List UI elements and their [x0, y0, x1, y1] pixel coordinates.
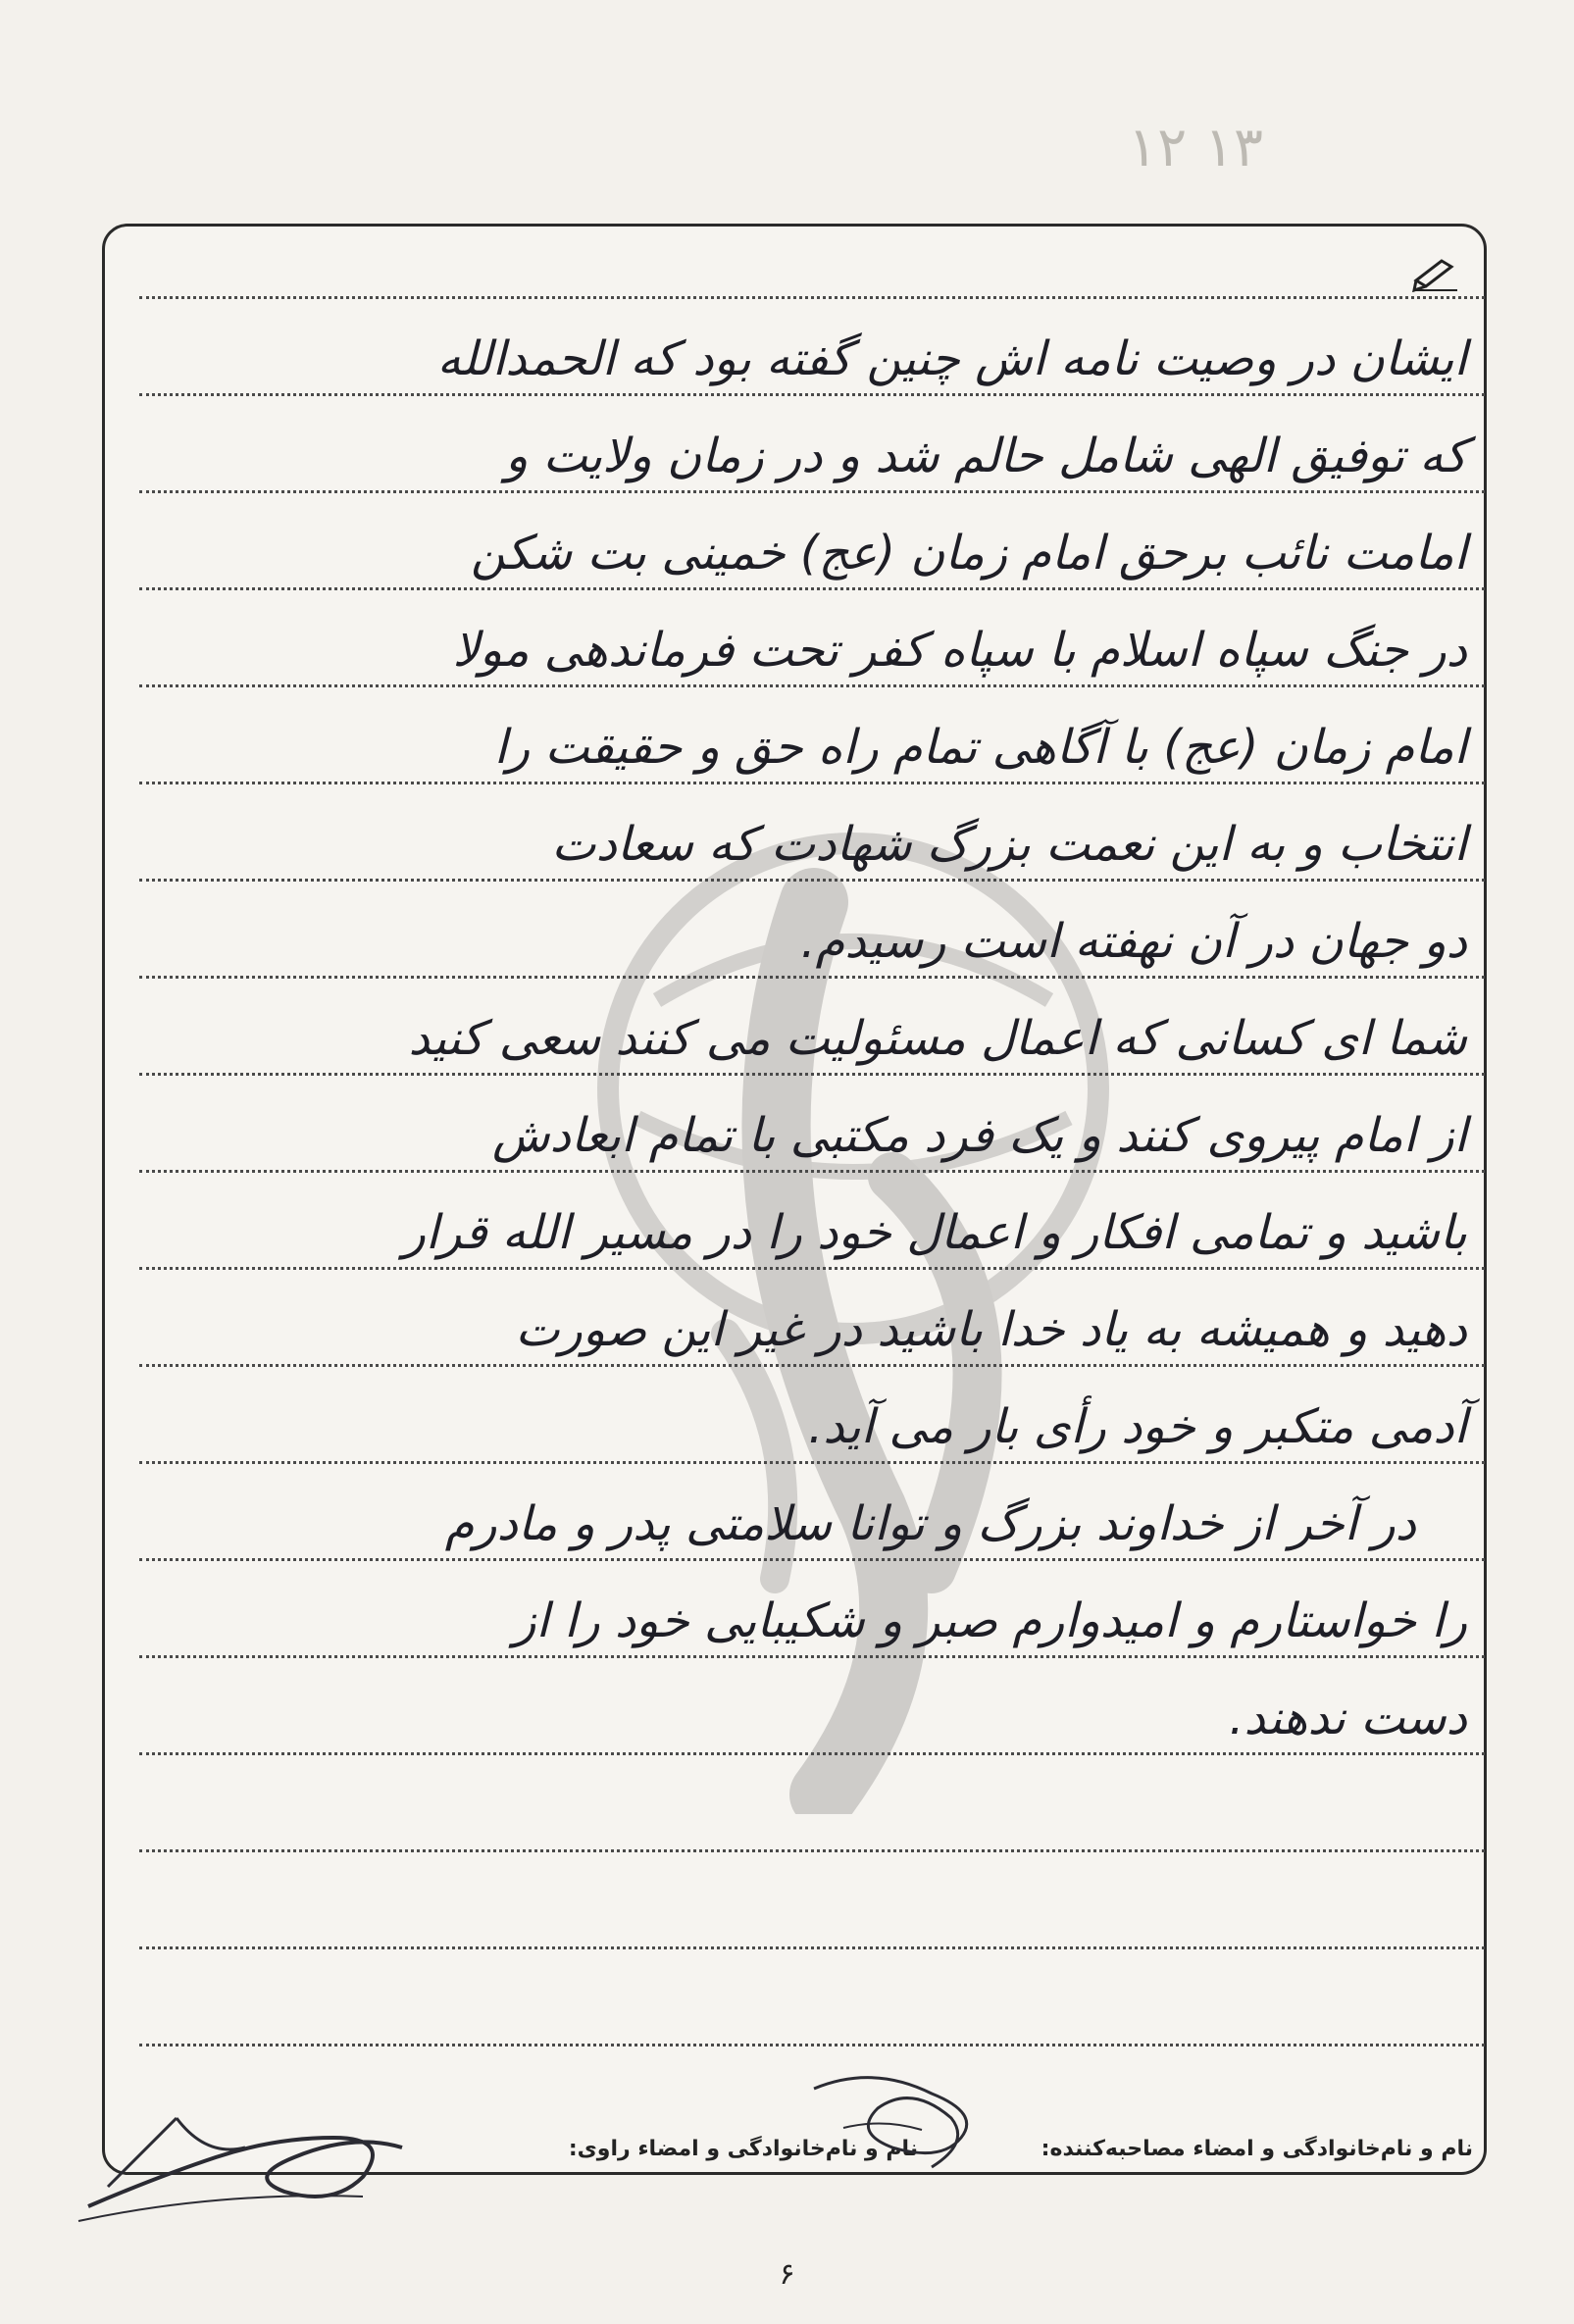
interviewer-signature [785, 2069, 1010, 2177]
corner-archive-number: ١٣ ١٢ [1128, 116, 1264, 179]
handwritten-line: شما ای کسانی که اعمال مسئولیت می کنند سعی کنید [408, 1010, 1467, 1066]
narrator-signature [69, 2098, 422, 2226]
handwritten-line: دو جهان در آن نهفته است رسیدم. [800, 913, 1467, 969]
handwritten-line: امام زمان (عج) با آگاهی تمام راه حق و حقیقت را [493, 719, 1467, 775]
ruled-line [139, 1949, 1485, 2046]
ruled-line [139, 1852, 1485, 1949]
ruled-line [139, 590, 1485, 687]
handwritten-line: که توفیق الهی شامل حالم شد و در زمان ولایت و [505, 428, 1467, 483]
handwritten-line: از امام پیروی کنند و یک فرد مکتبی با تمام ابعادش [492, 1107, 1467, 1163]
ruled-line [139, 1173, 1485, 1270]
ruled-line [139, 1076, 1485, 1173]
narrator-signature-label: نام و نام‌خانوادگی و امضاء راوی: [568, 2137, 918, 2161]
ruled-line [139, 1270, 1485, 1367]
ruled-line [139, 1464, 1485, 1561]
handwritten-line: دهید و همیشه به یاد خدا باشید در غیر این صورت [515, 1301, 1467, 1357]
pen-writing-icon [1412, 253, 1459, 292]
ruled-line [139, 396, 1485, 493]
ruled-line [139, 687, 1485, 784]
handwritten-line: امامت نائب برحق امام زمان (عج) خمینی بت شکن [471, 525, 1467, 581]
ruled-line [139, 1755, 1485, 1852]
ruled-line [139, 1367, 1485, 1464]
ruled-lines [139, 296, 1485, 2046]
handwritten-line: را خواستارم و امیدوارم صبر و شکیبایی خود را از [513, 1592, 1467, 1648]
ruled-line [139, 1561, 1485, 1658]
handwritten-line: آدمی متکبر و خود رأی بار می آید. [807, 1398, 1467, 1454]
handwritten-line: ایشان در وصیت نامه اش چنین گفته بود که الحمدالله [436, 330, 1467, 386]
ruled-line [139, 299, 1485, 396]
ruled-line [139, 493, 1485, 590]
handwritten-line: باشید و تمامی افکار و اعمال خود را در مسیر الله قرار [402, 1204, 1467, 1260]
ruled-line [139, 1658, 1485, 1755]
handwritten-line: انتخاب و به این نعمت بزرگ شهادت که سعادت [551, 816, 1467, 872]
ruled-line [139, 784, 1485, 882]
handwritten-line: دست ندهند. [1229, 1690, 1467, 1745]
handwritten-line: در جنگ سپاه اسلام با سپاه کفر تحت فرماندهی مولا [452, 622, 1467, 678]
page-number: ۶ [779, 2257, 795, 2292]
handwritten-line: در آخر از خداوند بزرگ و توانا سلامتی پدر و مادرم [444, 1495, 1416, 1551]
ruled-line [139, 882, 1485, 979]
interviewer-signature-label: نام و نام‌خانوادگی و امضاء مصاحبه‌کننده: [1041, 2137, 1473, 2161]
ruled-line [139, 979, 1485, 1076]
